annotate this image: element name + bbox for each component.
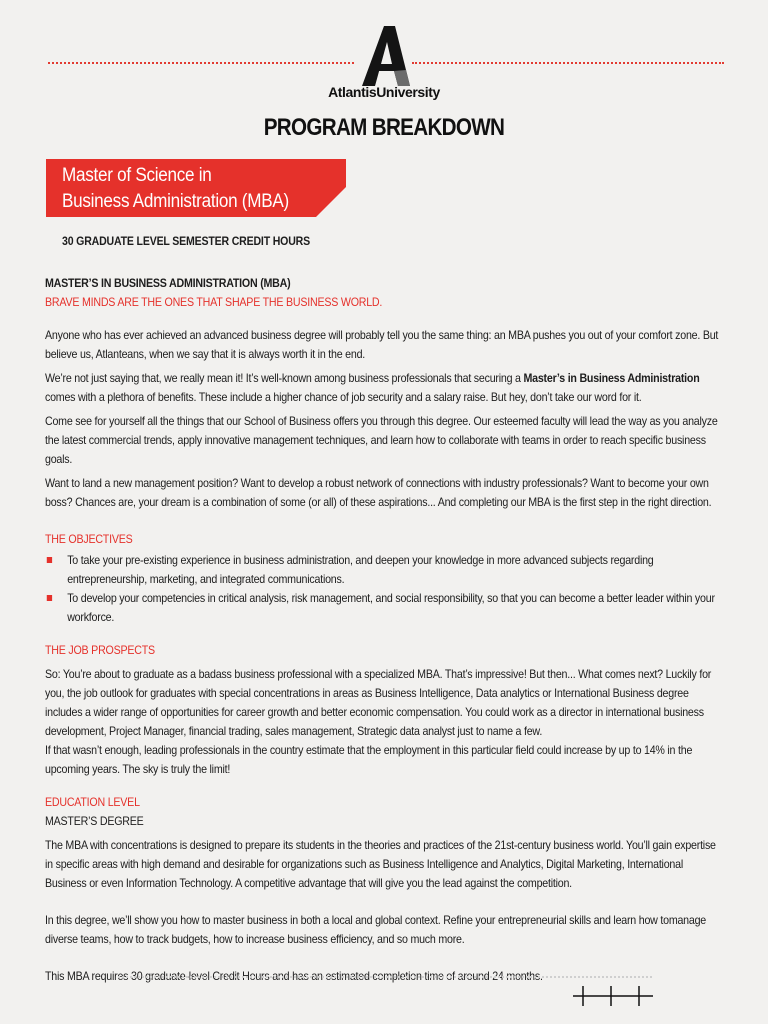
objective-text: To develop your competencies in critical analysis, risk management, and social responsibility, so that you can become a better leader within your workforce. — [67, 591, 715, 624]
job-prospects-paragraph-2: If that wasn’t enough, leading professionals in the country estimate that the employment in this particular field could increase by up to 14% in the upcoming years. The sky is truly the limit! — [45, 743, 693, 776]
intro-paragraph-2 — [45, 369, 720, 407]
job-prospects-heading: THE JOB PROSPECTS — [45, 643, 155, 657]
bullet-icon — [47, 557, 52, 563]
banner-line-2: Business Administration (MBA) — [62, 191, 289, 212]
objectives-heading: THE OBJECTIVES — [45, 532, 133, 546]
intro-p2-text-end: comes with a plethora of benefits. These include a higher chance of job security and a salary raise. But hey, don’t take our word for it. — [45, 390, 642, 404]
intro-p2-text: We’re not just saying that, we really mean it! It’s well-known among business professionals that securing a — [45, 371, 524, 385]
banner-text — [62, 163, 350, 215]
job-prospects-paragraph-1: So: You’re about to graduate as a badass business professional with a specialized MBA. That’s impressive! But then... What comes next? Luckily for you, the job outlook for graduates with special concentrations in areas as Business Intelligence, Data analytics or International Business degree includes a wider range of opportunities for career growth and better economic compensation. You could work as a director in international business development, Project Manager, financial trading, sales management, Strategic data analyst just to name a few. — [45, 667, 712, 738]
decorative-dotted-line-bottom — [118, 976, 652, 978]
intro-paragraph-3: Come see for yourself all the things that our School of Business offers you through this degree. Our esteemed faculty will lead the way as you analyze the latest commercial trends, apply innovative management techniques, and learn how to collaborate with teams in order to reach specific business goals. — [45, 414, 718, 466]
objective-text: To take your pre-existing experience in business administration, and deepen your knowledge in more advanced subjects regarding entrepreneurship, marketing, and integrated communications. — [67, 553, 654, 586]
education-level: MASTER’S DEGREE — [45, 814, 144, 828]
plus-marks-icon — [573, 985, 653, 1007]
credit-hours: 30 GRADUATE LEVEL SEMESTER CREDIT HOURS — [62, 234, 310, 248]
intro-paragraph-4: Want to land a new management position? Want to develop a robust network of connections with industry professionals? Want to become your own boss? Chances are, your dream is a combination of some (or all) of these aspirations... And completing our MBA is the first step in the right direction. — [45, 476, 712, 509]
objectives-list — [45, 551, 720, 627]
education-paragraph-1: The MBA with concentrations is designed to prepare its students in the theories and practices of the 21st-century business world. You’ll gain expertise in specific areas with high demand and desirable for organizations such as Business Intelligence and Analytics, Digital Marketing, International Business or even Information Technology. A competitive advantage that will give you the lead against the competition. — [45, 838, 716, 890]
education-heading: EDUCATION LEVEL — [45, 795, 140, 809]
decorative-dotted-line-right — [412, 62, 724, 64]
bullet-icon — [47, 595, 52, 601]
decorative-dotted-line-left — [48, 62, 354, 64]
page-title: PROGRAM BREAKDOWN — [263, 114, 505, 141]
intro-tagline: BRAVE MINDS ARE THE ONES THAT SHAPE THE BUSINESS WORLD. — [45, 295, 383, 309]
education-paragraph-2: In this degree, we’ll show you how to master business in both a local and global context. Refine your entrepreneurial skills and learn how tomanage diverse teams, how to track budgets, how to increase business efficiency, and so much more. — [45, 913, 707, 946]
education-paragraph-3: This MBA requires 30 graduate-level Credit Hours and has an estimated completion time of around 24 months. — [45, 969, 543, 983]
intro-paragraph-1: Anyone who has ever achieved an advanced business degree will probably tell you the same thing: an MBA pushes you out of your comfort zone. But believe us, Atlanteans, when we say that it is always worth it in the end. — [45, 328, 719, 361]
list-item — [45, 551, 720, 589]
program-content — [45, 274, 720, 986]
intro-p2-bold: Master’s in Business Administration — [523, 371, 700, 385]
program-banner — [46, 159, 346, 217]
intro-heading: MASTER’S IN BUSINESS ADMINISTRATION (MBA) — [45, 276, 291, 290]
list-item — [45, 589, 720, 627]
atlantis-logo-icon — [358, 26, 410, 86]
banner-line-1: Master of Science in — [62, 165, 212, 186]
university-name: AtlantisUniversity — [328, 84, 440, 100]
